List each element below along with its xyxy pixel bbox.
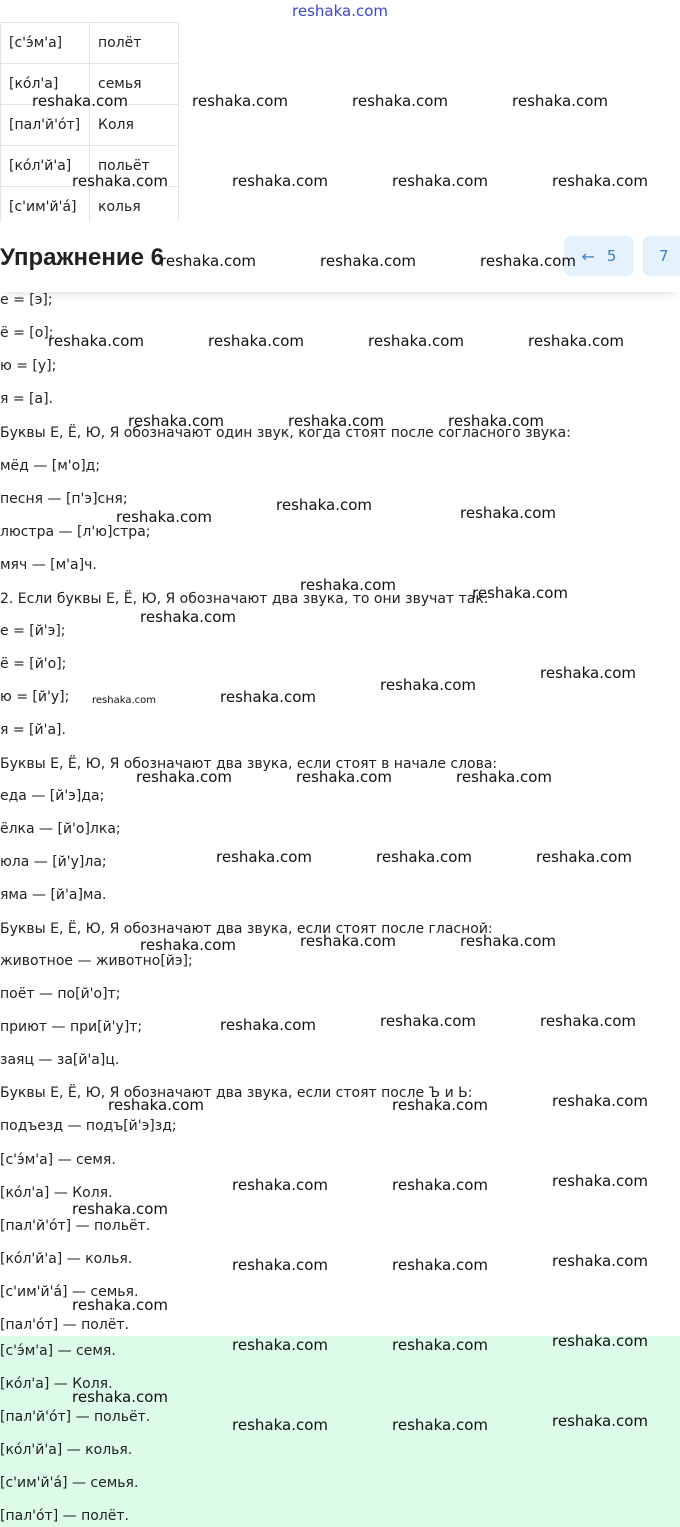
watermark: reshaka.com xyxy=(536,848,632,866)
watermark: reshaka.com xyxy=(552,1252,648,1270)
watermark: reshaka.com xyxy=(72,1296,168,1314)
watermark: reshaka.com xyxy=(352,92,448,110)
text-line: Буквы Е, Ё, Ю, Я обозначают два звука, если стоят после Ъ и Ь: xyxy=(0,1085,473,1101)
text-line: подъезд — подъ[й'э]зд; xyxy=(0,1118,177,1134)
watermark: reshaka.com xyxy=(72,1388,168,1406)
watermark: reshaka.com xyxy=(376,848,472,866)
answer-line: [с'им'й'а́] — семья. xyxy=(0,1475,139,1491)
watermark: reshaka.com xyxy=(232,1176,328,1194)
watermark: reshaka.com xyxy=(140,936,236,954)
watermark: reshaka.com xyxy=(72,172,168,190)
table-cell: колья xyxy=(90,187,179,228)
text-line: ёлка — [й'о]лка; xyxy=(0,821,121,837)
watermark: reshaka.com xyxy=(108,1096,204,1114)
watermark: reshaka.com xyxy=(540,664,636,682)
text-line: [пал'й'о́т] — польёт. xyxy=(0,1218,151,1234)
text-line: ю = [у]; xyxy=(0,358,57,374)
text-line: поёт — по[й'о]т; xyxy=(0,986,121,1002)
text-line: [ко́л'а] — Коля. xyxy=(0,1185,113,1201)
watermark: reshaka.com xyxy=(300,576,396,594)
text-line: заяц — за[й'а]ц. xyxy=(0,1052,120,1068)
answer-line: [с'э́м'а] — семя. xyxy=(0,1343,116,1359)
text-line: Буквы Е, Ё, Ю, Я обозначают два звука, если стоят после гласной: xyxy=(0,921,493,937)
text-line: ё = [й'о]; xyxy=(0,656,67,672)
text-line: е = [й'э]; xyxy=(0,623,66,639)
watermark: reshaka.com xyxy=(392,1096,488,1114)
watermark: reshaka.com xyxy=(552,1092,648,1110)
text-line: е = [э]; xyxy=(0,292,53,308)
table-row xyxy=(1,105,179,146)
text-line: [с'э́м'а] — семя. xyxy=(0,1152,116,1168)
watermark: reshaka.com xyxy=(232,1336,328,1354)
watermark: reshaka.com xyxy=(140,608,236,626)
watermark: reshaka.com xyxy=(128,412,224,430)
text-line: животное — животно[йэ]; xyxy=(0,953,193,969)
watermark: reshaka.com xyxy=(32,92,128,110)
watermark: reshaka.com xyxy=(460,932,556,950)
text-line: люстра — [л'ю]стра; xyxy=(0,524,151,540)
watermark: reshaka.com xyxy=(480,252,576,270)
table-cell: [ко́л'й'а] xyxy=(1,146,90,187)
watermark: reshaka.com xyxy=(472,584,568,602)
watermark: reshaka.com xyxy=(92,695,156,706)
watermark: reshaka.com xyxy=(116,508,212,526)
table-cell: [с'э́м'а] xyxy=(1,23,90,64)
text-line: еда — [й'э]да; xyxy=(0,788,105,804)
watermark: reshaka.com xyxy=(392,1176,488,1194)
watermark: reshaka.com xyxy=(552,1412,648,1430)
next-exercise-button[interactable] xyxy=(643,236,680,276)
watermark: reshaka.com xyxy=(136,768,232,786)
watermark: reshaka.com xyxy=(192,92,288,110)
watermark: reshaka.com xyxy=(288,412,384,430)
watermark: reshaka.com xyxy=(512,92,608,110)
watermark: reshaka.com xyxy=(232,172,328,190)
table-cell: [пал'й'о́т] xyxy=(1,105,90,146)
text-line: приют — при[й'у]т; xyxy=(0,1019,143,1035)
watermark: reshaka.com xyxy=(160,252,256,270)
text-line: мяч — [м'а]ч. xyxy=(0,557,97,573)
watermark: reshaka.com xyxy=(392,1256,488,1274)
table-row xyxy=(1,23,179,64)
watermark: reshaka.com xyxy=(392,172,488,190)
watermark: reshaka.com xyxy=(276,496,372,514)
text-line: Буквы Е, Ё, Ю, Я обозначают один звук, когда стоят после согласного звука: xyxy=(0,425,571,441)
text-line: песня — [п'э]сня; xyxy=(0,491,128,507)
text-line: яма — [й'а]ма. xyxy=(0,887,107,903)
watermark: reshaka.com xyxy=(460,504,556,522)
next-exercise-label: 7 xyxy=(659,247,669,265)
arrow-left-icon: ← xyxy=(581,246,595,266)
text-line: [ко́л'й'а] — колья. xyxy=(0,1251,133,1267)
answer-line: [пал'й'о́т] — польёт. xyxy=(0,1409,151,1425)
watermark: reshaka.com xyxy=(528,332,624,350)
table-cell: Коля xyxy=(90,105,179,146)
watermark: reshaka.com xyxy=(300,932,396,950)
text-line: Буквы Е, Ё, Ю, Я обозначают два звука, если стоят в начале слова: xyxy=(0,756,498,772)
watermark: reshaka.com xyxy=(380,1012,476,1030)
watermark: reshaka.com xyxy=(232,1416,328,1434)
answer-line: [ко́л'й'а] — колья. xyxy=(0,1442,133,1458)
watermark: reshaka.com xyxy=(380,676,476,694)
text-line: мёд — [м'о]д; xyxy=(0,458,101,474)
transcription-table xyxy=(0,22,179,228)
text-line: ё = [о]; xyxy=(0,325,54,341)
watermark: reshaka.com xyxy=(220,1016,316,1034)
answer-highlight xyxy=(0,1336,680,1527)
watermark: reshaka.com xyxy=(540,1012,636,1030)
exercise-title: Упражнение 6 xyxy=(0,244,164,271)
watermark: reshaka.com xyxy=(552,1172,648,1190)
watermark: reshaka.com xyxy=(72,1200,168,1218)
watermark: reshaka.com xyxy=(552,1332,648,1350)
prev-exercise-label: 5 xyxy=(606,247,617,265)
table-cell: [ко́л'а] xyxy=(1,64,90,105)
watermark: reshaka.com xyxy=(208,332,304,350)
watermark: reshaka.com xyxy=(552,172,648,190)
text-line: 2. Если буквы Е, Ё, Ю, Я обозначают два звука, то они звучат так: xyxy=(0,591,489,607)
site-header-label[interactable]: reshaka.com xyxy=(292,2,388,20)
text-line: [пал'о́т] — полёт. xyxy=(0,1317,129,1333)
watermark: reshaka.com xyxy=(232,1256,328,1274)
table-cell: полёт xyxy=(90,23,179,64)
watermark: reshaka.com xyxy=(448,412,544,430)
text-line: я = [й'а]. xyxy=(0,722,66,738)
answer-line: [ко́л'а] — Коля. xyxy=(0,1376,113,1392)
watermark: reshaka.com xyxy=(216,848,312,866)
text-line: я = [а]. xyxy=(0,391,54,407)
watermark: reshaka.com xyxy=(392,1416,488,1434)
table-cell: семья xyxy=(90,64,179,105)
text-line: юла — [й'у]ла; xyxy=(0,854,107,870)
watermark: reshaka.com xyxy=(320,252,416,270)
watermark: reshaka.com xyxy=(392,1336,488,1354)
table-cell: [с'им'й'а́] xyxy=(1,187,90,228)
table-cell: польёт xyxy=(90,146,179,187)
watermark: reshaka.com xyxy=(368,332,464,350)
watermark: reshaka.com xyxy=(48,332,144,350)
answer-line: [пал'о́т] — полёт. xyxy=(0,1508,129,1524)
watermark: reshaka.com xyxy=(296,768,392,786)
watermark: reshaka.com xyxy=(220,688,316,706)
watermark: reshaka.com xyxy=(456,768,552,786)
text-line: ю = [й'у]; xyxy=(0,689,70,705)
text-line: [с'им'й'а́] — семья. xyxy=(0,1284,139,1300)
